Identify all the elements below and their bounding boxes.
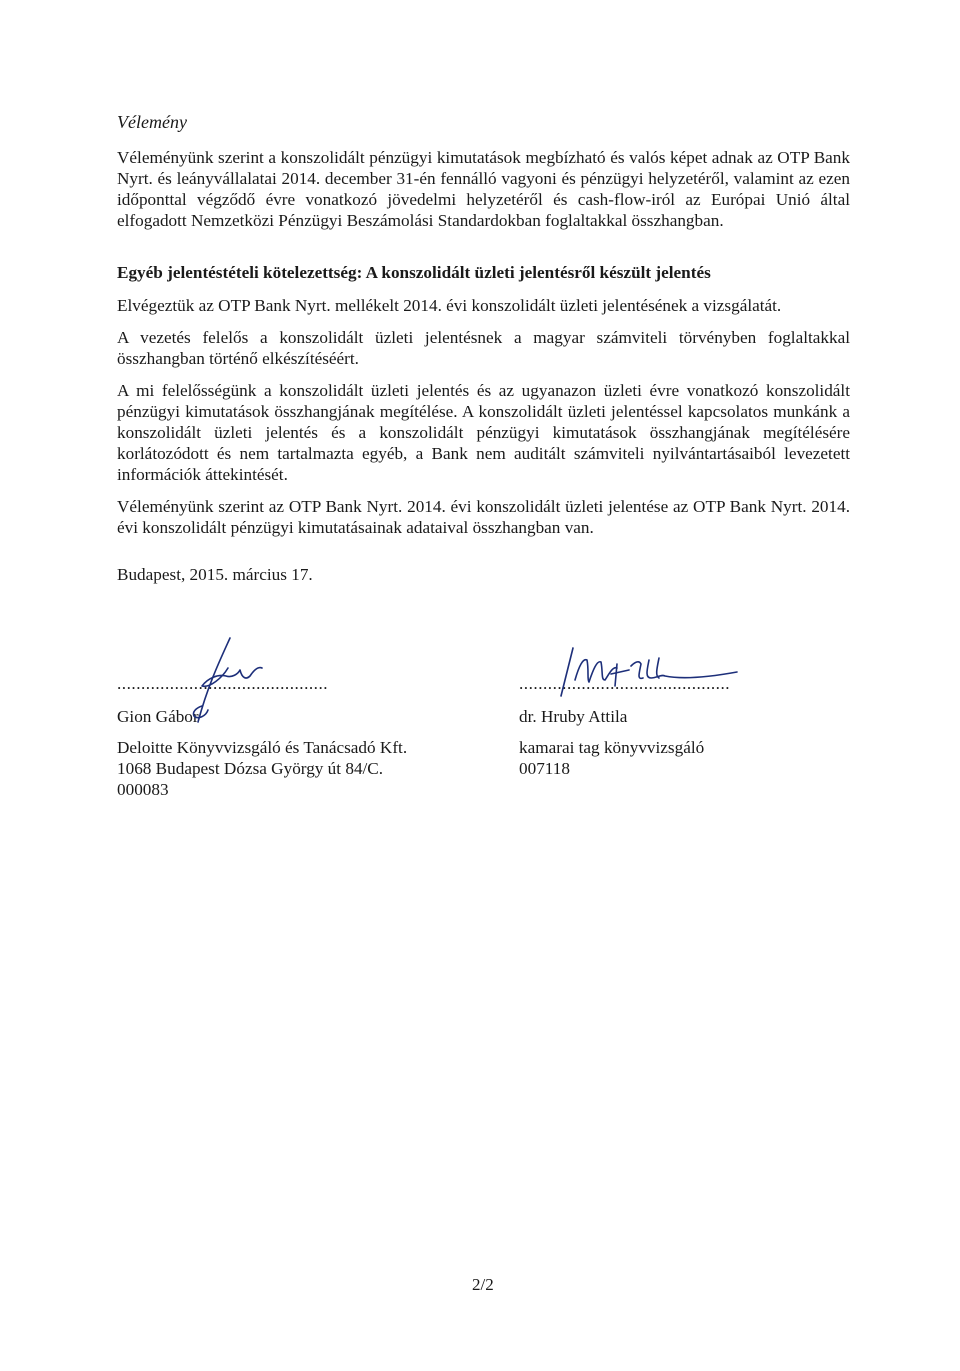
signatory-right: [519, 673, 849, 779]
paragraph-management-responsibility: A vezetés felelős a konszolidált üzleti jelentésnek a magyar számviteli törvényben foglaltakkal összhangban történő elkészítéséért.: [117, 328, 850, 368]
section-title: Egyéb jelentéstételi kötelezettség: A konszolidált üzleti jelentésről készült jelentés: [117, 263, 711, 282]
dateline: Budapest, 2015. március 17.: [117, 565, 313, 584]
page-number: 2/2: [472, 1275, 494, 1294]
signatory-org-left-line2: 1068 Budapest Dózsa György út 84/C.: [117, 759, 384, 778]
paragraph-our-responsibility: A mi felelősségünk a konszolidált üzleti jelentés és az ugyanazon üzleti évre vonatkozó konszolidált pénzügyi kimutatások összhangjának megítélése. A konszolidált üzleti jelentéssel kapcsolatos munkánk a konszolidált üzleti jelentés és a konszolidált pénzügyi kimutatások összhangjának megítélésére korlátozódott és nem tartalmazta egyéb, a Bank nem auditált számviteli nyilvántartásaiból levezetett információk áttekintését.: [117, 381, 850, 484]
signatory-name-left: Gion Gábor: [117, 707, 199, 726]
document-body: [117, 112, 850, 585]
signatory-name-right: dr. Hruby Attila: [519, 707, 628, 726]
signatory-org-left-line1: Deloitte Könyvvizsgáló és Tanácsadó Kft.: [117, 738, 408, 757]
signatory-org-left-line3: 000083: [117, 780, 169, 799]
signature-line-left: ............................................: [117, 674, 329, 693]
opinion-paragraph: Véleményünk szerint a konszolidált pénzügyi kimutatások megbízható és valós képet adnak az OTP Bank Nyrt. és leányvállalatai 2014. december 31-én fennálló vagyoni és pénzügyi helyzetéről, valamint az ezen időponttal végződő évre vonatkozó jövedelmi helyzetéről és cash-flow-iról az Európai Unió által elfogadott Nemzetközi Pénzügyi Beszámolási Standardokban foglaltakkal összhangban.: [117, 148, 850, 230]
signature-line-right: ............................................: [519, 674, 731, 693]
signatory-left: [117, 673, 447, 800]
opinion-heading: Vélemény: [117, 112, 187, 132]
paragraph-examined: Elvégeztük az OTP Bank Nyrt. mellékelt 2014. évi konszolidált üzleti jelentésének a vizsgálatát.: [117, 296, 782, 315]
paragraph-conclusion: Véleményünk szerint az OTP Bank Nyrt. 2014. évi konszolidált üzleti jelentése az OTP Bank Nyrt. 2014. évi konszolidált pénzügyi kimutatásainak adataival összhangban van.: [117, 497, 850, 537]
signatory-org-right-line2: 007118: [519, 759, 570, 778]
signatory-org-right-line1: kamarai tag könyvvizsgáló: [519, 738, 705, 757]
